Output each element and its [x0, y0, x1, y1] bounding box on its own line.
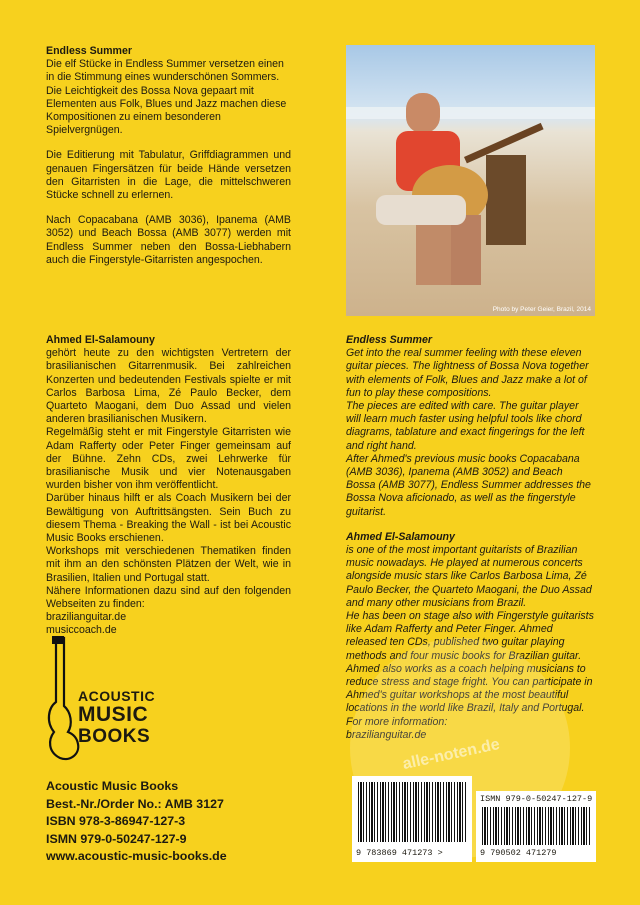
logo-line-books: BOOKS: [78, 726, 151, 747]
logo-line-acoustic: ACOUSTIC: [78, 688, 156, 704]
bio-german-text-1: gehört heute zu den wichtigsten Vertretern der brasilianischen Gitarrenmusik. Bei zahlreichen Konzerten und bedeutenden Festivals spielte er mit Carlos Barbosa Lima, Zé Paulo Becker, dem Quarteto Maogani, dem Duo Assad und vielen anderen brasilianischen Musikern.: [46, 347, 291, 426]
ismn-barcode-label: ISMN 979-0-50247-127-9: [480, 794, 593, 804]
english-text-1: Get into the real summer feeling with these eleven guitar pieces. The lightness of Bossa Nova together with elements of Folk, Blues and Jazz make a lot of fun to play these compositions.: [346, 347, 589, 399]
isbn-barcode: [352, 776, 472, 862]
ismn-barcode-bars: [482, 807, 590, 845]
guitarist-illustration: [346, 45, 595, 316]
website-link-musiccoach[interactable]: musiccoach.de: [46, 624, 117, 637]
english-heading: Endless Summer: [346, 334, 432, 346]
imprint: [46, 778, 227, 866]
english-text-3: After Ahmed's previous music books Copacabana (AMB 3036), Ipanema (AMB 3052) and Beach Bossa (AMB 3077), Endless Summer addresses the Bossa Nova aficionado, as well as the fingerstyle guitarist.: [346, 452, 591, 518]
intro-paragraph-1: Die elf Stücke in Endless Summer versetzen einen in die Stimmung eines wunderschönen Sommers. Die Leichtigkeit des Bossa Nova gepaart mit Elementen aus Folk, Blues und Jazz machen diese Kompositionen zu einem besonderen Spielvergnügen.: [46, 58, 287, 137]
bio-german-text-3: Darüber hinaus hilft er als Coach Musikern bei der Bewältigung von Auftrittsängsten. Sein Buch zu diesem Thema - Breaking the Wall - ist bei Acoustic Music Books erschienen.: [46, 492, 291, 545]
order-number: Best.-Nr./Order No.: AMB 3127: [46, 796, 224, 811]
ismn-barcode-digits: 9 790502 471279: [480, 848, 557, 858]
english-bio-heading: Ahmed El-Salamouny: [346, 530, 455, 543]
isbn-barcode-bars: [358, 782, 466, 842]
ismn-barcode: [476, 791, 596, 862]
intro-german: [46, 45, 291, 279]
english-text-2: The pieces are edited with care. The guitar player will learn much faster using helpful tools like chord diagrams, tablature and exact fingerings for the left and right hand.: [346, 400, 585, 452]
bio-german-text-2: Regelmäßig steht er mit Fingerstyle Gitarristen wie Adam Rafferty oder Peter Finger gemeinsam auf der Bühne. Zehn CDs, zwei Lehrwerke für brasilianische Musik und vier Notenausgaben wurden bisher von ihm veröffentlicht.: [46, 426, 291, 492]
english-bio-text-4: For more information:: [346, 715, 448, 728]
acoustic-music-books-logo: [46, 634, 166, 762]
bio-german-text-5: Nähere Informationen dazu sind auf den folgenden Webseiten zu finden:: [46, 584, 291, 611]
watermark-text: alle-noten.de: [401, 735, 502, 774]
english-bio-text-3: Ahmed also works as a coach helping musicians to reduce stress and stage fright. You can participate in Ahmed's guitar workshops at the most beautiful locations in the world like Brazil, Italy and Portugal.: [346, 662, 593, 715]
intro-paragraph-3: Nach Copacabana (AMB 3036), Ipanema (AMB 3052) und Beach Bossa (AMB 3077) werden mit Endless Summer neben den Bossa-Liebhabern auch die Fingerstyle-Gitarristen angespochen.: [46, 214, 291, 266]
bio-german-heading: Ahmed El-Salamouny: [46, 334, 155, 346]
english-bio-text-1: is one of the most important guitarists of Brazilian music nowadays. He played at numerous concerts alongside music stars like Carlos Barbosa Lima, Zé Paulo Becker, the Quarteto Maogani, the Duo Assad and many other musicians from Brazil.: [346, 544, 592, 609]
website-link-brazilianguitar[interactable]: brazilianguitar.de: [46, 611, 127, 624]
ismn: ISMN 979-0-50247-127-9: [46, 831, 187, 846]
isbn-barcode-digits: 9 783869 471273 >: [356, 848, 443, 858]
intro-heading: Endless Summer: [46, 45, 132, 57]
bio-german-text-4: Workshops mit verschiedenen Thematiken finden mit ihm an den schönsten Plätzen der Welt, wie in Brasilien, Italien und Portugal statt.: [46, 545, 291, 584]
intro-paragraph-2: Die Editierung mit Tabulatur, Griffdiagrammen und genauen Fingersätzen für beide Hände versetzen den Gitarristen in die Lage, die mittelschweren Stücke schnell zu erlernen.: [46, 149, 291, 202]
english-text: [346, 334, 595, 742]
publisher-website[interactable]: www.acoustic-music-books.de: [46, 849, 227, 864]
english-website-link[interactable]: brazilianguitar.de: [346, 728, 427, 741]
guitarist-photo: [346, 45, 595, 316]
logo-line-music: MUSIC: [78, 703, 149, 726]
bio-german: [46, 334, 291, 638]
isbn: ISBN 978-3-86947-127-3: [46, 814, 186, 829]
english-bio-text-2: He has been on stage also with Fingerstyle guitarists like Adam Rafferty and Peter Finger. Ahmed released ten CDs, published two guitar playing methods and four music books for Brazilian guitar.: [346, 610, 594, 662]
publisher-name: Acoustic Music Books: [46, 779, 179, 793]
photo-credit: Photo by Peter Geier, Brazil, 2014: [492, 306, 591, 313]
